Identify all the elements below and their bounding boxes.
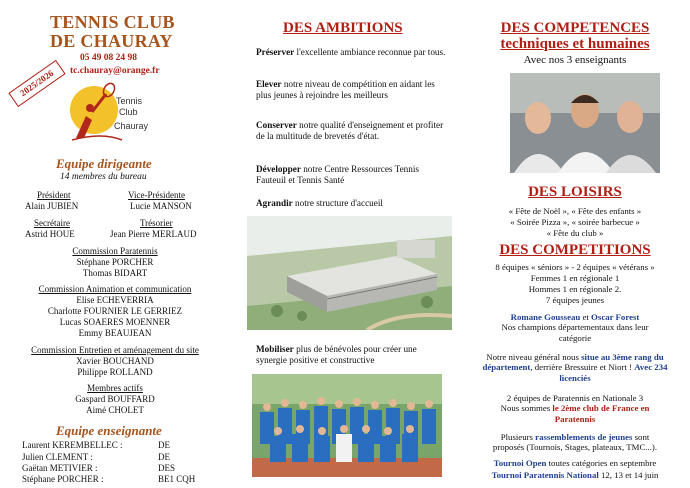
ambition-item	[256, 120, 448, 142]
board-subtitle: 14 membres du bureau	[60, 172, 147, 182]
vp-label: Vice-Présidente	[128, 190, 185, 200]
level-block	[460, 352, 690, 383]
left-column	[0, 0, 230, 488]
president-name: Alain JUBIEN	[25, 201, 79, 211]
leisure-line: « Soirée Pizza », « soirée barbecue »	[510, 217, 640, 227]
paratennis-block	[460, 393, 690, 424]
anim-member: Charlotte FOURNIER LE GERRIEZ	[47, 306, 183, 316]
maint-member: Xavier BOUCHAND	[76, 356, 154, 366]
level-highlight: situe au 3ème rang du département	[482, 352, 664, 373]
teacher-level: DE	[158, 440, 170, 450]
open-tournament	[460, 458, 690, 468]
para-commission-label: Commission Paratennis	[72, 246, 158, 256]
teacher-name: Julien CLEMENT :	[22, 452, 93, 462]
teacher-level: DE	[158, 452, 170, 462]
vp-name: Lucie MANSON	[130, 201, 192, 211]
leisure-title: DES LOISIRS	[528, 184, 622, 200]
competition-line: Hommes 1 en régionale 2.	[528, 284, 622, 294]
champions-text: Nos champions départementaux dans leur catégorie	[501, 322, 649, 343]
ambition-verb: Mobiliser	[256, 344, 294, 354]
youth-pre: Plusieurs	[500, 432, 536, 442]
president-label: Président	[37, 190, 71, 200]
para-member: Thomas BIDART	[82, 268, 148, 278]
para-rank-highlight: le 2ème club de France en Paratennis	[552, 403, 650, 424]
competition-line: 8 équipes « séniors » - 2 équipes « vétérans »	[495, 262, 655, 272]
para-member: Stéphane PORCHER	[76, 257, 154, 267]
champion-name: Oscar Forest	[591, 312, 640, 322]
club-name-line1: TENNIS CLUB	[50, 12, 175, 32]
active-members-label: Membres actifs	[87, 383, 143, 393]
anim-member: Elise ECHEVERRIA	[76, 295, 154, 305]
ambition-verb: Conserver	[256, 120, 297, 130]
logo-text-club: Club	[119, 107, 138, 117]
ambition-text: plus de bénévoles pour créer une synergie positive et constructive	[256, 344, 417, 365]
teacher-level: DES	[158, 463, 176, 473]
treasurer-label: Trésorier	[140, 218, 173, 228]
anim-member: Lucas SOAERES MOENNER	[59, 317, 171, 327]
ambition-verb: Agrandir	[256, 198, 293, 208]
leisure-line: « Fête de Noël », « Fête des enfants »	[508, 206, 642, 216]
ambition-text: l'excellente ambiance reconnue par tous.	[294, 47, 446, 57]
season-badge-text: 2025/2026	[18, 67, 56, 99]
active-member: Gaspard BOUFFARD	[75, 394, 155, 404]
teacher-level: BE1 CQH	[158, 474, 196, 484]
skills-subtitle: Avec nos 3 enseignants	[523, 54, 627, 66]
skills-title-line2: techniques et humaines	[500, 36, 650, 52]
maint-commission-label: Commission Entretien et aménagement du site	[31, 345, 199, 355]
level-pre: Notre niveau général nous	[486, 352, 582, 362]
paratennis-national	[460, 470, 690, 480]
level-post: , derrière Bressuire et Niort !	[530, 362, 635, 373]
ambition-verb: Préserver	[256, 47, 295, 57]
anim-member: Emmy BEAUJEAN	[78, 328, 152, 338]
para-rank-pre: Nous sommes	[500, 403, 553, 414]
ambition-text: notre niveau de compétition en aidant les plus jeunes à rejoindre les meilleurs	[256, 79, 435, 100]
youth-bold: rassemblements de jeunes	[535, 432, 633, 442]
ambition-text: notre structure d'accueil	[292, 198, 383, 208]
champion-name: Romane Gousseau	[510, 312, 581, 322]
right-column	[460, 0, 690, 488]
teacher-name: Stéphane PORCHER :	[22, 474, 104, 484]
teacher-name: Laurent KEREMBELLEC :	[22, 440, 123, 450]
season-badge	[8, 60, 65, 107]
para-national-bold: Tournoi Paratennis National	[491, 470, 599, 480]
skills-title-line1: DES COMPETENCES	[500, 20, 650, 36]
club-group-photo	[252, 374, 442, 477]
para-national-text: 12, 13 et 14 juin	[598, 470, 659, 480]
secretary-name: Astrid HOUE	[25, 229, 75, 239]
ambition-item	[256, 79, 448, 101]
youth-post: sont proposés (Tournois, Stages, plateaux, TMC...).	[492, 432, 658, 453]
club-phone: 05 49 08 24 98	[80, 53, 137, 63]
middle-column	[230, 0, 460, 488]
leisure-line: « Fête du club »	[546, 228, 604, 238]
ambitions-title: DES AMBITIONS	[283, 20, 403, 36]
para-teams: 2 équipes de Paratennis en Nationale 3	[506, 393, 644, 403]
ambition-item	[256, 198, 448, 209]
club-logo	[62, 80, 172, 146]
maint-member: Philippe ROLLAND	[77, 367, 153, 377]
teacher-name: Gaëtan METIVIER :	[22, 463, 98, 473]
teachers-photo	[510, 73, 660, 173]
open-bold: Tournoi Open	[493, 458, 547, 468]
ambition-item	[256, 164, 448, 186]
treasurer-name: Jean Pierre MERLAUD	[110, 229, 197, 239]
open-text: toutes catégories en septembre	[546, 458, 657, 468]
club-email: tc.chauray@orange.fr	[70, 66, 160, 76]
anim-commission-label: Commission Animation et communication	[38, 284, 192, 294]
building-rendering-image	[247, 216, 452, 330]
champions-block	[460, 312, 690, 343]
champions-and: et	[580, 312, 592, 322]
club-name-line2: DE CHAURAY	[50, 31, 173, 51]
competitions-title: DES COMPETITIONS	[499, 242, 651, 258]
ambition-item	[256, 47, 448, 58]
logo-text-chauray: Chauray	[114, 121, 149, 131]
youth-block	[460, 432, 690, 453]
teaching-title: Equipe enseignante	[56, 423, 162, 438]
ambition-text: notre qualité d'enseignement et profiter de la multitude de brevetés d'état.	[256, 120, 444, 141]
active-member: Aimé CHOLET	[86, 405, 144, 415]
ambition-verb: Développer	[256, 164, 301, 174]
logo-text-tennis: Tennis	[116, 96, 143, 106]
ambition-text: notre Centre Ressources Tennis Fauteuil et Tennis Santé	[256, 164, 419, 185]
competition-line: Femmes 1 en régionale 1	[530, 273, 620, 283]
secretary-label: Secrétaire	[34, 218, 70, 228]
level-licences: Avec 234 licenciés	[559, 362, 668, 383]
competition-line: 7 équipes jeunes	[545, 295, 605, 305]
ambition-item	[256, 344, 448, 366]
board-title: Equipe dirigeante	[56, 156, 152, 171]
ambition-verb: Elever	[256, 79, 282, 89]
